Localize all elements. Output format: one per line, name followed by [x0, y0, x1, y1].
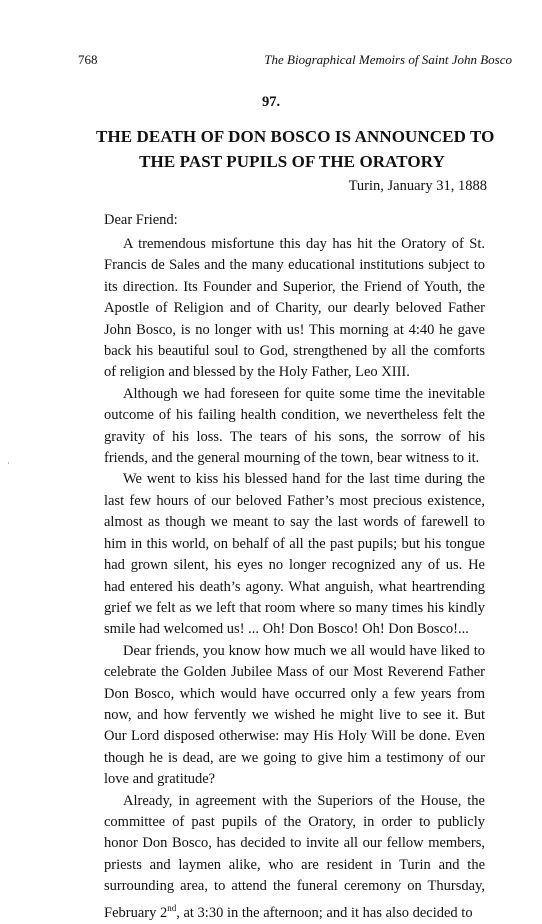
chapter-number: 97. — [261, 94, 281, 110]
chapter-title — [96, 124, 495, 174]
salutation: Dear Friend: — [104, 212, 178, 228]
running-title: The Biographical Memoirs of Saint John Bosco — [264, 52, 512, 67]
dateline: Turin, January 31, 1888 — [348, 178, 487, 194]
paragraph-2: Although we had foreseen for quite some time the inevitable outcome of his failing health condition, we nevertheless felt the gravity of his loss. The tears of his sons, the sorrow of his friends, and the general mourning of the town, bear witness to it. — [104, 385, 485, 467]
paragraph-5 — [104, 791, 485, 924]
paragraph-5-text: Already, in agreement with the Superiors of the House, the committee of past pupils of the Oratory, in order to publicly honor Don Bosco, has decided to invite all our fellow members, priests and laymen alike, who are resident in Turin and the surrounding area, to attend the funeral ceremony on Thursday, February 2 — [104, 792, 485, 921]
paragraph-1: A tremendous misfortune this day has hit the Oratory of St. Francis de Sales and the many educational institutions subject to its direction. Its Founder and Superior, the Friend of Youth, the Apostle of Religion and of Charity, our dearly beloved Father John Bosco, is no longer with us! This morning at 4:40 he gave back his beautiful soul to God, strengthened by all the comforts of religion and blessed by the Holy Father, Leo XIII. — [104, 236, 485, 381]
chapter-title-line-1: THE DEATH OF DON BOSCO IS ANNOUNCED TO — [96, 127, 495, 146]
margin-mark — [8, 462, 9, 464]
paragraph-4: Dear friends, you know how much we all would have liked to celebrate the Golden Jubilee Mass of our Most Reverend Father Don Bosco, which would have occurred only a few years from now, and how fervently we wished he might live to see it. But Our Lord disposed otherwise: may His Holy Will be done. Even though he is dead, are we going to give him a testimony of our love and gratitude? — [104, 642, 485, 788]
page-number: 768 — [78, 52, 98, 67]
running-header — [78, 52, 512, 72]
letter-body — [104, 234, 485, 924]
ordinal-superscript: nd — [167, 902, 177, 913]
paragraph-5-continuation: , at 3:30 in the afternoon; and it has also decided to — [176, 904, 473, 921]
chapter-title-line-2: THE PAST PUPILS OF THE ORATORY — [139, 152, 445, 171]
paragraph-3: We went to kiss his blessed hand for the last time during the last few hours of our beloved Father’s most precious existence, almost as though we meant to say the last words of farewell to him in this world, on behalf of all the past pupils; but his tongue had grown silent, his eyes no longer recognized any of us. He had entered his death’s agony. What anguish, what heartrending grief we felt as we left that room where so many times his kindly smile had welcomed us! ... Oh! Don Bosco! Oh! Don Bosco!... — [104, 471, 485, 638]
